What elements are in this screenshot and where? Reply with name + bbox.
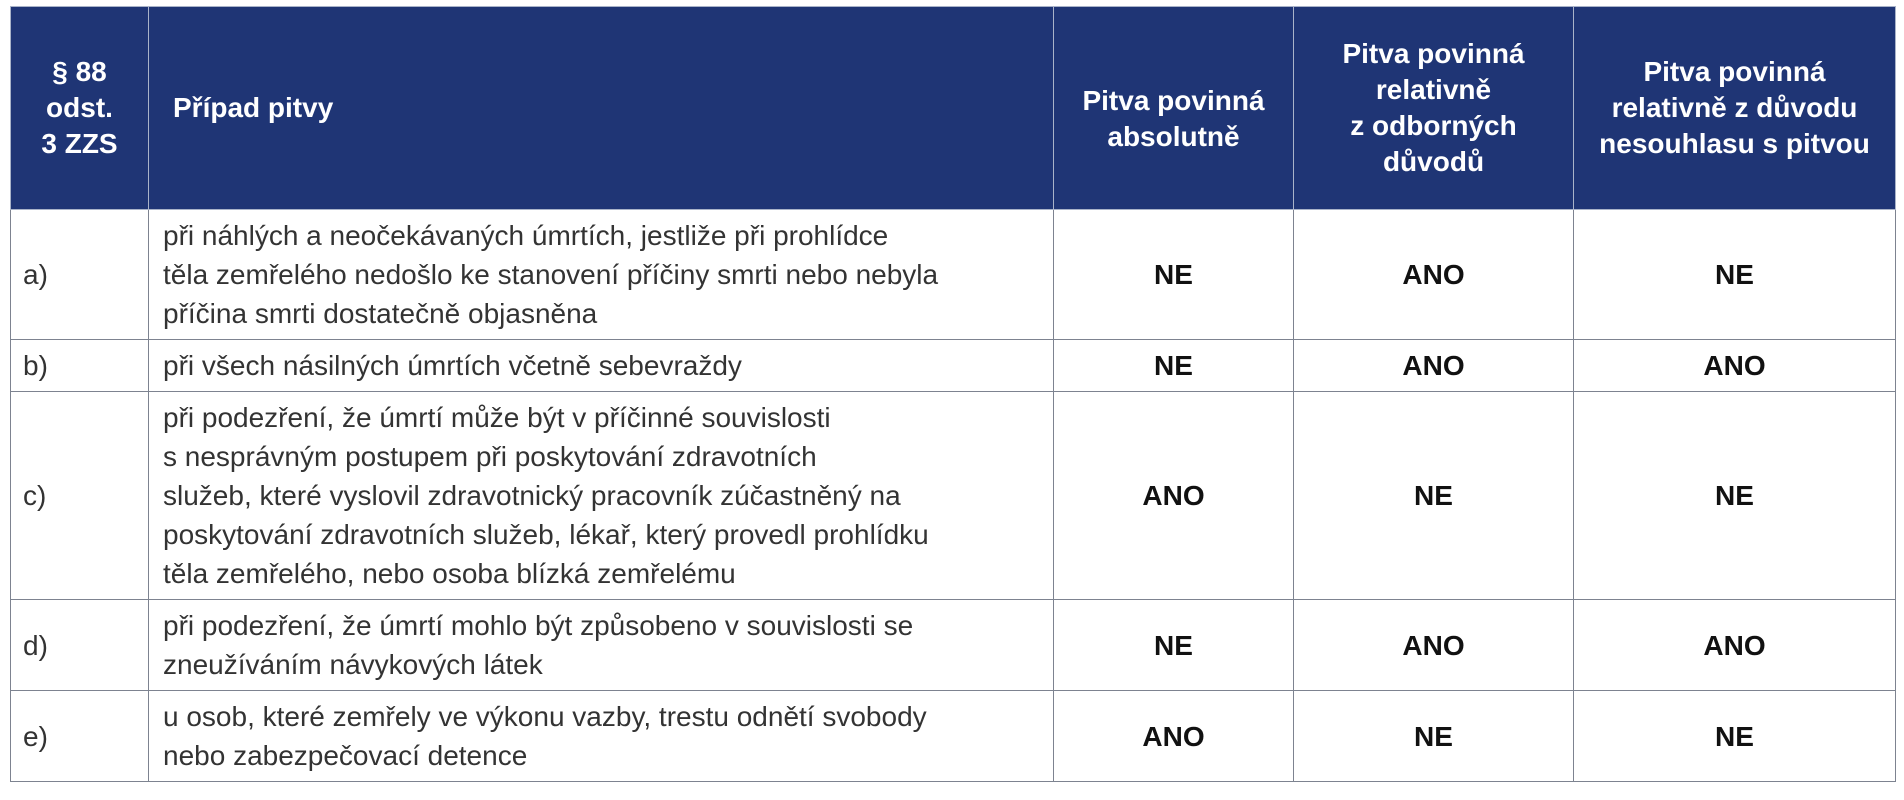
- disagreement-cell: NE: [1574, 691, 1896, 782]
- section-cell: a): [11, 210, 149, 340]
- relative-cell: ANO: [1294, 600, 1574, 691]
- header-absolute: [1054, 7, 1294, 210]
- case-line: těla zemřelého nedošlo ke stanovení příčiny smrti nebo nebyla: [163, 259, 939, 290]
- header-section: [11, 7, 149, 210]
- section-cell: c): [11, 392, 149, 600]
- header-disagreement: [1574, 7, 1896, 210]
- header-relative-line: Pitva povinná: [1342, 38, 1525, 69]
- table-row: [11, 340, 1896, 392]
- case-cell: [149, 340, 1054, 392]
- autopsy-table: [10, 6, 1896, 782]
- header-absolute-line: absolutně: [1107, 121, 1240, 152]
- case-line: příčina smrti dostatečně objasněna: [163, 298, 598, 329]
- case-line: nebo zabezpečovací detence: [163, 740, 528, 771]
- section-cell: e): [11, 691, 149, 782]
- case-line: těla zemřelého, nebo osoba blízká zemřelému: [163, 558, 736, 589]
- header-relative: [1294, 7, 1574, 210]
- table-row: [11, 600, 1896, 691]
- case-line: u osob, které zemřely ve výkonu vazby, trestu odnětí svobody: [163, 701, 927, 732]
- section-cell: d): [11, 600, 149, 691]
- case-line: při náhlých a neočekávaných úmrtích, jestliže při prohlídce: [163, 220, 889, 251]
- header-absolute-line: Pitva povinná: [1082, 85, 1265, 116]
- absolute-cell: NE: [1054, 340, 1294, 392]
- table-row: [11, 210, 1896, 340]
- case-line: při podezření, že úmrtí může být v příčinné souvislosti: [163, 402, 831, 433]
- relative-cell: NE: [1294, 691, 1574, 782]
- table-row: [11, 691, 1896, 782]
- table-body: [11, 210, 1896, 782]
- case-line: zneužíváním návykových látek: [163, 649, 543, 680]
- header-disagreement-line: nesouhlasu s pitvou: [1599, 128, 1870, 159]
- table-header: [11, 7, 1896, 210]
- header-section-line: odst.: [46, 92, 113, 123]
- section-cell: b): [11, 340, 149, 392]
- header-case-label: Případ pitvy: [173, 92, 334, 123]
- absolute-cell: ANO: [1054, 691, 1294, 782]
- case-cell: [149, 210, 1054, 340]
- disagreement-cell: NE: [1574, 210, 1896, 340]
- case-line: při všech násilných úmrtích včetně sebevraždy: [163, 350, 742, 381]
- case-line: při podezření, že úmrtí mohlo být způsobeno v souvislosti se: [163, 610, 914, 641]
- absolute-cell: ANO: [1054, 392, 1294, 600]
- case-cell: [149, 600, 1054, 691]
- relative-cell: ANO: [1294, 340, 1574, 392]
- header-relative-line: relativně: [1375, 74, 1492, 105]
- header-disagreement-line: relativně z důvodu: [1611, 92, 1858, 123]
- disagreement-cell: ANO: [1574, 340, 1896, 392]
- relative-cell: NE: [1294, 392, 1574, 600]
- disagreement-cell: NE: [1574, 392, 1896, 600]
- table-row: [11, 392, 1896, 600]
- case-line: služeb, které vyslovil zdravotnický pracovník zúčastněný na: [163, 480, 901, 511]
- header-row: [11, 7, 1896, 210]
- case-cell: [149, 392, 1054, 600]
- absolute-cell: NE: [1054, 210, 1294, 340]
- disagreement-cell: ANO: [1574, 600, 1896, 691]
- header-relative-line: důvodů: [1382, 146, 1485, 177]
- header-relative-line: z odborných: [1350, 110, 1517, 141]
- header-disagreement-line: Pitva povinná: [1643, 56, 1826, 87]
- header-section-line: 3 ZZS: [41, 128, 118, 159]
- case-cell: [149, 691, 1054, 782]
- header-section-line: § 88: [52, 56, 107, 87]
- case-line: s nesprávným postupem při poskytování zdravotních: [163, 441, 817, 472]
- header-case: [149, 7, 1054, 210]
- absolute-cell: NE: [1054, 600, 1294, 691]
- relative-cell: ANO: [1294, 210, 1574, 340]
- case-line: poskytování zdravotních služeb, lékař, který provedl prohlídku: [163, 519, 929, 550]
